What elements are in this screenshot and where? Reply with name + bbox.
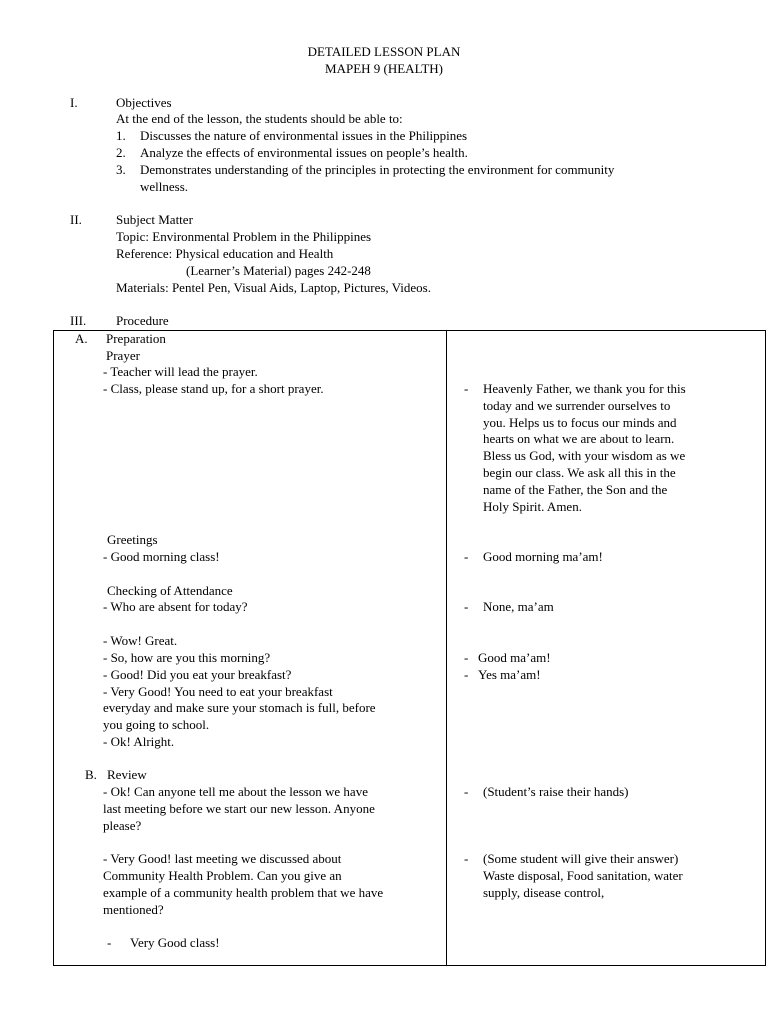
teacher-line: you going to school. xyxy=(103,717,210,732)
closing-dash: - xyxy=(107,935,112,950)
student-answer-line: supply, disease control, xyxy=(483,885,605,900)
teacher-line: - Ok! Can anyone tell me about the lesson we have xyxy=(103,784,368,799)
student-fine: Good ma’am! xyxy=(478,650,551,665)
student-attendance: None, ma’am xyxy=(483,599,554,614)
teacher-line: - Who are absent for today? xyxy=(103,599,248,614)
student-prayer-line: Holy Spirit. Amen. xyxy=(483,499,582,514)
greetings-heading: Greetings xyxy=(107,532,158,547)
procedure-heading: Procedure xyxy=(116,313,169,328)
student-dash: - xyxy=(464,784,469,799)
student-greeting: Good morning ma’am! xyxy=(483,549,603,564)
teacher-line: - Wow! Great. xyxy=(103,633,178,648)
teacher-line: - Good morning class! xyxy=(103,549,220,564)
objective-item: Analyze the effects of environmental issues on people’s health. xyxy=(140,145,468,160)
student-dash: - xyxy=(464,667,469,682)
section-b-label: B. xyxy=(85,767,97,782)
objective-number: 2. xyxy=(116,145,126,160)
teacher-line: - Very Good! last meeting we discussed about xyxy=(103,851,342,866)
objective-number: 3. xyxy=(116,162,126,177)
student-prayer-line: Heavenly Father, we thank you for this xyxy=(483,381,686,396)
document-title: DETAILED LESSON PLAN xyxy=(307,44,461,59)
student-dash: - xyxy=(464,650,469,665)
student-review: (Student’s raise their hands) xyxy=(483,784,629,799)
document-subtitle: MAPEH 9 (HEALTH) xyxy=(325,61,443,76)
objective-item: Discusses the nature of environmental issues in the Philippines xyxy=(140,128,468,143)
teacher-line: - Class, please stand up, for a short prayer. xyxy=(103,381,324,396)
objective-item: Demonstrates understanding of the principles in protecting the environment for community xyxy=(140,162,615,177)
student-breakfast: Yes ma’am! xyxy=(478,667,541,682)
student-prayer-line: hearts on what we are about to learn. xyxy=(483,431,675,446)
student-answer-line: (Some student will give their answer) xyxy=(483,851,679,866)
student-dash: - xyxy=(464,381,469,396)
section-b-heading: Review xyxy=(107,767,147,782)
teacher-line: Community Health Problem. Can you give an xyxy=(103,868,342,883)
prayer-heading: Prayer xyxy=(106,348,140,363)
student-dash: - xyxy=(464,599,469,614)
subject-matter-numeral: II. xyxy=(70,212,82,227)
subject-matter-heading: Subject Matter xyxy=(116,212,193,227)
teacher-line: everyday and make sure your stomach is full, before xyxy=(103,700,376,715)
student-prayer-line: today and we surrender ourselves to xyxy=(483,398,671,413)
teacher-line: - Teacher will lead the prayer. xyxy=(103,364,258,379)
subject-materials: Materials: Pentel Pen, Visual Aids, Laptop, Pictures, Videos. xyxy=(116,280,431,295)
attendance-heading: Checking of Attendance xyxy=(107,583,233,598)
objectives-intro: At the end of the lesson, the students should be able to: xyxy=(116,111,403,126)
student-prayer-line: you. Helps us to focus our minds and xyxy=(483,415,677,430)
teacher-line: - Good! Did you eat your breakfast? xyxy=(103,667,292,682)
teacher-line: - Ok! Alright. xyxy=(103,734,175,749)
objectives-numeral: I. xyxy=(70,95,78,110)
objectives-heading: Objectives xyxy=(116,95,172,110)
subject-reference-continued: (Learner’s Material) pages 242-248 xyxy=(186,263,371,278)
teacher-line: please? xyxy=(103,818,142,833)
student-prayer-line: Bless us God, with your wisdom as we xyxy=(483,448,686,463)
teacher-line: - So, how are you this morning? xyxy=(103,650,271,665)
student-prayer-line: begin our class. We ask all this in the xyxy=(483,465,676,480)
procedure-numeral: III. xyxy=(70,313,87,328)
teacher-closing-line: Very Good class! xyxy=(130,935,220,950)
section-a-label: A. xyxy=(75,331,88,346)
teacher-line: example of a community health problem that we have xyxy=(103,885,384,900)
teacher-line: last meeting before we start our new lesson. Anyone xyxy=(103,801,375,816)
teacher-line: - Very Good! You need to eat your breakfast xyxy=(103,684,333,699)
teacher-line: mentioned? xyxy=(103,902,164,917)
student-answer-line: Waste disposal, Food sanitation, water xyxy=(483,868,683,883)
subject-topic: Topic: Environmental Problem in the Philippines xyxy=(116,229,372,244)
student-dash: - xyxy=(464,851,469,866)
section-a-heading: Preparation xyxy=(106,331,166,346)
objective-item-continued: wellness. xyxy=(140,179,189,194)
objective-number: 1. xyxy=(116,128,126,143)
table-column-divider xyxy=(446,330,447,966)
student-dash: - xyxy=(464,549,469,564)
student-prayer-line: name of the Father, the Son and the xyxy=(483,482,668,497)
subject-reference: Reference: Physical education and Health xyxy=(116,246,334,261)
